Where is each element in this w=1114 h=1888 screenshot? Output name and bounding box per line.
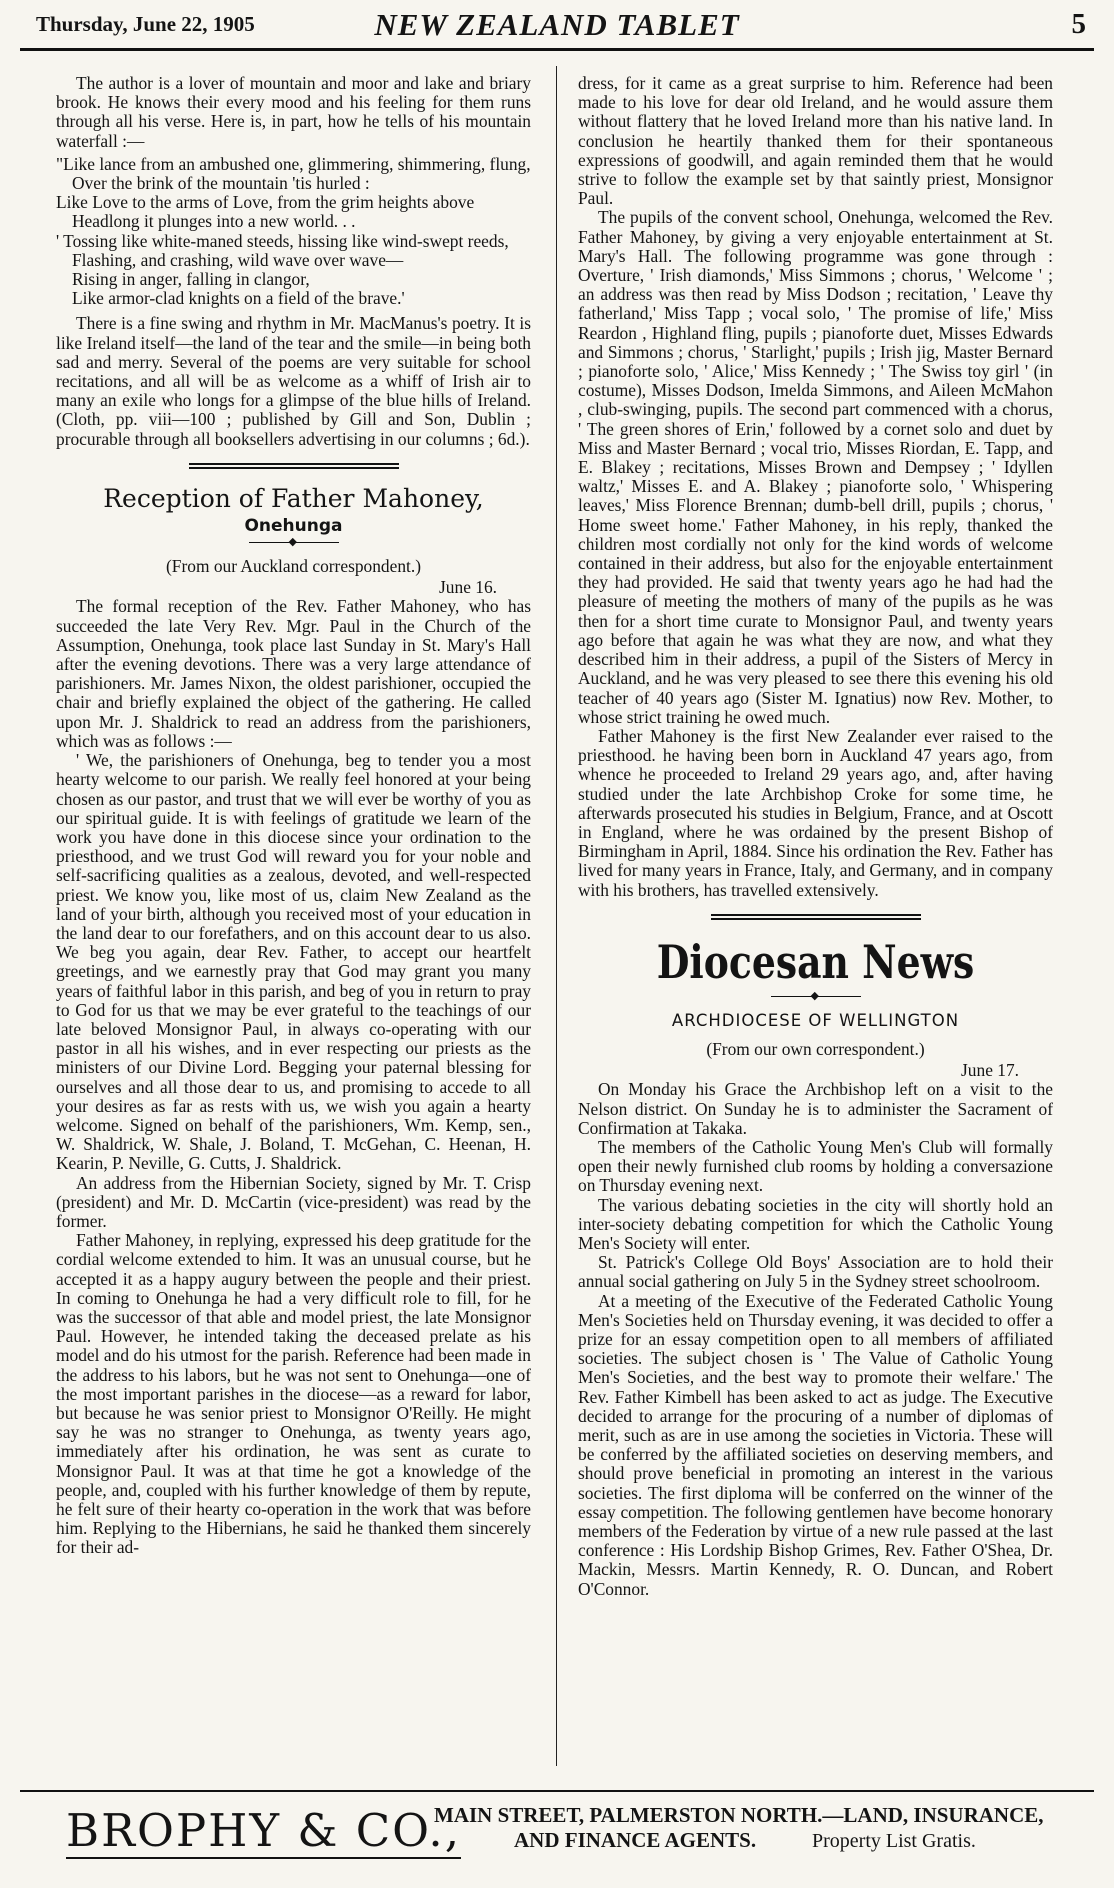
ornament-rule	[249, 536, 339, 549]
masthead	[20, 4, 1094, 51]
article-paragraph: ' We, the parishioners of Onehunga, beg to tender you a most hearty welcome to our parish. We really feel honored at your being chosen as our pastor, and trust that we will ever be worthy of you as our spiritual guide. It is with feelings of gratitude we learn of the work you have done in this diocese since your ordination to the priesthood, and we trust God will reward you for your noble and self-sacrificing qualities as a zealous, devoted, and well-respected priest. We know you, like most of us, claim New Zealand as the land of your birth, although you received most of your education in the land dear to our forefathers, and on this account dear to us also. We beg you again, dear Rev. Father, to accept our heartfelt greetings, and we earnestly pray that God may grant you many years of faithful labor in this parish, and beg of you in return to pray to God for us that we may be ever grateful to the teachings of our late beloved Monsignor Paul, in always co-operating with our pastor in all his wishes, and in ever respecting our priests as the ministers of our Divine Lord. Begging your paternal blessing for ourselves and all those dear to us, and promising to accede to all your desires as far as rests with us, we wish you again a hearty welcome. Signed on behalf of the parishioners, Wm. Kemp, sen., W. Shaldrick, W. Shale, J. Boland, T. McGehan, C. Heenan, H. Kearin, P. Neville, G. Cutts, J. Shaldrick.	[56, 750, 531, 1174]
section-separator	[189, 463, 399, 469]
section-subhead: ARCHDIOCESE OF WELLINGTON	[671, 1010, 960, 1030]
poem-line: Flashing, and crashing, wild wave over wave—	[72, 249, 404, 270]
section-dateline: June 17.	[961, 1060, 1019, 1081]
article-paragraph: Father Mahoney, in replying, expressed his deep gratitude for the cordial welcome extended to him. It was an unusual course, but he accepted it as a happy augury between the people and their priest. In coming to Onehunga he had a very difficult role to fill, for he was the successor of that able and model priest, the late Monsignor Paul. However, he intended taking the deceased prelate as his model and do his utmost for the parish. Reference had been made in the address to his labors, but he was not sent to Onehunga—one of the most important parishes in the diocese—as a reward for labor, but because he was senior priest to Monsignor O'Reilly. He might say he was no stranger to Onehunga, as twenty years ago, immediately after his ordination, he was sent as curate to Monsignor Paul. It was at that time he got a knowledge of the people, and, coupled with his further knowledge of them by repute, he felt sure of their hearty co-operation in the work that was before him. Replying to the Hibernians, he said he thanked them sincerely for their ad-	[56, 1230, 531, 1558]
publication-title: NEW ZEALAND TABLET	[374, 7, 740, 42]
diamond-icon: ◆	[810, 989, 819, 1002]
advert-offer: Property List Gratis.	[812, 1830, 976, 1852]
article-source: (From our Auckland correspondent.)	[166, 556, 421, 577]
left-column	[56, 74, 531, 1758]
section-separator	[711, 914, 921, 920]
article-headline: Reception of Father Mahoney,	[103, 483, 484, 513]
poem-line: Rising in anger, falling in clangor,	[72, 269, 310, 290]
advert-services: AND FINANCE AGENTS.	[514, 1828, 757, 1852]
advert-company-name: BROPHY & CO.,	[66, 1804, 462, 1857]
news-paragraph: At a meeting of the Executive of the Federated Catholic Young Men's Societies held on Thursday evening, it was decided to offer a prize for an essay competition open to all members of affiliated societies. The subject chosen is ' The Value of Catholic Young Men's Societies, and the best way to promote their welfare.' The Rev. Father Kimbell has been asked to act as judge. The Executive decided to arrange for the procuring of a number of diplomas of merit, such as are in use among the societies in Victoria. These will be conferred by the affiliated societies on deserving members, and should prove beneficial in promoting an interest in the various societies. The first diploma will be conferred on the winner of the essay competition. The following gentlemen have become honorary members of the Federation by virtue of a new rule passed at the last conference : His Lordship Bishop Grimes, Rev. Father O'Shea, Dr. Mackin, Messrs. Martin Kennedy, R. O. Duncan, and Robert O'Connor.	[578, 1290, 1053, 1599]
article-paragraph: Father Mahoney is the first New Zealander ever raised to the priesthood. he having been born in Auckland 47 years ago, from whence he proceeded to Ireland 29 years ago, and, after having studied under the late Archbishop Croke for some time, he afterwards prosecuted his studies in Belgium, France, and at Oscott in England, where he was ordained by the present Bishop of Birmingham in April, 1884. Since his ordination the Rev. Father has lived for many years in France, Italy, and Germany, and in company with his brothers, has travelled extensively.	[578, 725, 1053, 900]
section-headline: Diocesan News	[656, 934, 975, 989]
article-dateline: June 16.	[439, 577, 497, 598]
poem-line: Over the brink of the mountain 'tis hurled :	[72, 173, 370, 194]
review-close: There is a fine swing and rhythm in Mr. MacManus's poetry. It is like Ireland itself—the land of the tear and the smile—in being both sad and merry. Several of the poems are very suitable for school recitations, and all will be as welcome as a whiff of Irish air to many an exile who longs for a glimpse of the blue hills of Ireland. (Cloth, pp. viii—100 ; published by Gill and Son, Dublin ; procurable through all booksellers advertising in our columns ; 6d.).	[56, 313, 531, 449]
column-divider	[556, 66, 557, 1766]
poem-excerpt	[56, 155, 531, 309]
article-paragraph: An address from the Hibernian Society, signed by Mr. T. Crisp (president) and Mr. D. McCartin (vice-president) was read by the former.	[56, 1172, 531, 1231]
diamond-icon: ◆	[288, 536, 297, 549]
article-subhead: Onehunga	[244, 515, 343, 536]
article-paragraph: dress, for it came as a great surprise to him. Reference had been made to his love for dear old Ireland, and he would assure them without flattery that he loved Ireland more than his native land. In conclusion he heartily thanked them for their spontaneous expressions of goodwill, and again reminded them that he would strive to follow the example set by that saintly priest, Monsignor Paul.	[578, 74, 1053, 209]
news-paragraph: The members of the Catholic Young Men's Club will formally open their newly furnished club rooms by holding a conversazione on Thursday evening next.	[578, 1136, 1053, 1196]
right-column	[578, 74, 1053, 1758]
poem-line: Headlong it plunges into a new world. . .	[72, 211, 356, 232]
advert-address: MAIN STREET, PALMERSTON NORTH.—LAND, INSURANCE,	[434, 1803, 1044, 1827]
footer-rule	[20, 1790, 1094, 1792]
poem-line: Like Love to the arms of Love, from the grim heights above	[56, 192, 475, 213]
issue-date: Thursday, June 22, 1905	[36, 12, 255, 36]
ornament-rule	[771, 989, 861, 1002]
poem-line: ' Tossing like white-maned steeds, hissing like wind-swept reeds,	[56, 230, 509, 251]
article-paragraph: The formal reception of the Rev. Father Mahoney, who has succeeded the late Very Rev. Mgr. Paul in the Church of the Assumption, Onehunga, took place last Sunday in St. Mary's Hall after the evening devotions. There was a very large attendance of parishioners. Mr. James Nixon, the oldest parishioner, occupied the chair and briefly explained the object of the gathering. He called upon Mr. J. Shaldrick to read an address from the parishioners, which was as follows :—	[56, 596, 531, 751]
article-paragraph: The pupils of the convent school, Onehunga, welcomed the Rev. Father Mahoney, by giving a very enjoyable entertainment at St. Mary's Hall. The following programme was gone through : Overture, ' Irish diamonds,' Miss Simmons ; chorus, ' Welcome ' ; an address was then read by Miss Dodson ; recitation, ' Leave thy fatherland,' Miss Tapp ; vocal solo, ' The promise of life,' Miss Reardon , Highland fling, pupils ; pianoforte duet, Misses Edwards and Simmons ; chorus, ' Starlight,' pupils ; Irish jig, Master Bernard ; pianoforte solo, ' Alice,' Miss Kennedy ; ' The Swiss toy girl ' (in costume), Misses Dodson, Imelda Simmons, and Aileen McMahon , club-swinging, pupils. The second part commenced with a chorus, ' The green shores of Erin,' followed by a cornet solo and duet by Miss and Master Bernard ; vocal trio, Misses Riordan, E. Tapp, and E. Blakey ; recitations, Misses Brown and Dempsey ; ' Idyllen waltz,' Misses E. and A. Blakey ; pianoforte solo, ' Whispering leaves,' Miss Florence Brennan; dumb-bell drill, pupils ; chorus, ' Home sweet home.' Father Mahoney, in his reply, thanked the children most cordially not only for the kind words of welcome contained in their address, but also for the enjoyable entertainment they had provided. He said that twenty years ago he had had the pleasure of meeting the mothers of many of the pupils as he was then for a short time curate to Monsignor Paul, and twenty years ago before that again he was what they are now, and what they described him in their address, a pupil of the Sisters of Mercy in Auckland, and he was very pleased to see there this evening his old teacher of 40 years ago (Sister M. Ignatius) now Rev. Mother, to whose strict training he owed much.	[578, 207, 1053, 727]
news-paragraph: The various debating societies in the city will shortly hold an inter-society debating competition for which the Catholic Young Men's Society will enter.	[578, 1194, 1053, 1253]
news-paragraph: St. Patrick's College Old Boys' Association are to hold their annual social gathering on July 5 in the Sydney street schoolroom.	[578, 1252, 1053, 1292]
page-number: 5	[1071, 8, 1086, 40]
news-paragraph: On Monday his Grace the Archbishop left on a visit to the Nelson district. On Sunday he is to administer the Sacrament of Confirmation at Takaka.	[578, 1079, 1053, 1138]
review-intro: The author is a lover of mountain and moor and lake and briary brook. He knows their every mood and his feeling for them runs through all his verse. Here is, in part, how he tells of his mountain waterfall :—	[56, 74, 531, 151]
section-source: (From our own correspondent.)	[706, 1038, 925, 1059]
poem-line: "Like lance from an ambushed one, glimmering, shimmering, flung,	[56, 153, 531, 174]
poem-line: Like armor-clad knights on a field of the brave.'	[72, 288, 405, 309]
